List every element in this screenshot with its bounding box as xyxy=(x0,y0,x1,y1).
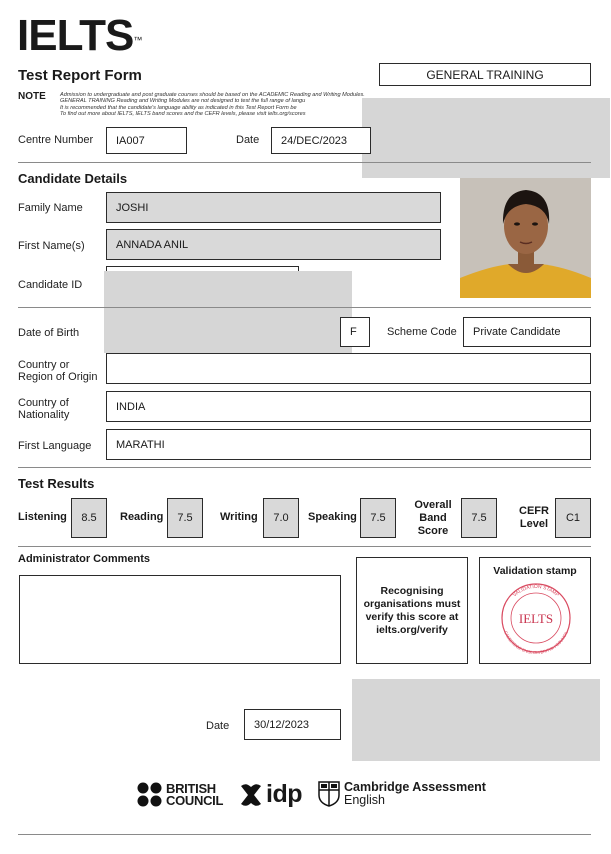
redacted-area-signature xyxy=(352,679,600,761)
verify-box xyxy=(356,557,468,664)
reading-label: Reading xyxy=(120,511,164,523)
family-name-label: Family Name xyxy=(18,202,83,214)
speaking-label: Speaking xyxy=(308,511,357,523)
module-value: GENERAL TRAINING xyxy=(426,67,544,82)
svg-text:CAMBRIDGE ENGLISH/BRITISH COUN xyxy=(503,630,569,655)
first-language-field: MARATHI xyxy=(106,429,591,460)
nationality-field: INDIA xyxy=(106,391,591,422)
candidate-details-title: Candidate Details xyxy=(18,171,128,186)
british-council-dots-icon xyxy=(137,782,163,808)
stamp-ring-bottom-text: CAMBRIDGE ENGLISH/BRITISH COUNCIL xyxy=(503,630,569,656)
sex-field: F xyxy=(340,317,370,347)
test-results-title: Test Results xyxy=(18,476,95,491)
cefr-level-label: CEFR Level xyxy=(519,505,549,530)
ielts-logo: IELTS™ xyxy=(17,11,142,60)
redacted-area-header xyxy=(362,98,610,178)
candidate-id-label: Candidate ID xyxy=(18,279,83,291)
listening-label: Listening xyxy=(18,511,67,523)
centre-number-field: IA007 xyxy=(106,127,187,154)
country-origin-label: Country or Region of Origin xyxy=(18,359,98,383)
writing-score: 7.0 xyxy=(263,498,299,538)
divider-footer xyxy=(18,834,591,835)
admin-comments-box xyxy=(19,575,341,664)
issue-date-label: Date xyxy=(206,720,230,732)
british-council-logo: BRITISH COUNCIL xyxy=(137,782,223,808)
divider-dob xyxy=(18,307,591,308)
issue-date-field: 30/12/2023 xyxy=(244,709,341,740)
cambridge-logo: Cambridge Assessment English xyxy=(318,781,486,807)
divider-results xyxy=(18,467,591,468)
scheme-code-field: Private Candidate xyxy=(463,317,591,347)
validation-stamp-box xyxy=(479,557,591,664)
stamp-center-text: IELTS xyxy=(518,611,554,626)
form-title: Test Report Form xyxy=(18,67,142,84)
dob-label: Date of Birth xyxy=(18,327,80,339)
country-origin-field xyxy=(106,353,591,384)
centre-number-label: Centre Number xyxy=(18,134,94,146)
idp-logo: idp xyxy=(238,780,302,809)
portrait-image xyxy=(460,178,591,298)
idp-mark-icon xyxy=(238,781,264,809)
first-language-label: First Language xyxy=(18,440,92,452)
nationality-label: Country of Nationality xyxy=(18,397,70,421)
test-date-label: Date xyxy=(236,134,260,146)
overall-band-label: Overall Band Score xyxy=(414,499,452,537)
writing-label: Writing xyxy=(220,511,258,523)
verify-text: Recognising organisations must verify this score at ielts.org/verify xyxy=(363,584,461,636)
listening-score: 8.5 xyxy=(71,498,107,538)
reading-score: 7.5 xyxy=(167,498,203,538)
stamp-ring-top-text: VALIDATION STAMP xyxy=(511,583,561,599)
divider-admin xyxy=(18,546,591,547)
redacted-area-id xyxy=(104,271,352,353)
scheme-code-label: Scheme Code xyxy=(387,326,457,338)
module-box xyxy=(379,63,591,86)
cefr-level-score: C1 xyxy=(555,498,591,538)
overall-band-score: 7.5 xyxy=(461,498,497,538)
note-text: Admission to undergraduate and post graduate courses should be based on the ACADEMIC Reading and Writing Modules. GENERAL TRAINING Reading and Writing Modules are not designed to test the full range of langu It is recommended that the candidate's language ability as indicated in this Test Report Form be To find out more about IELTS, IELTS band scores and the CEFR levels, please visit ielts.org/scores xyxy=(60,92,365,118)
first-names-field: ANNADA ANIL xyxy=(106,229,441,260)
cambridge-shield-icon xyxy=(318,781,340,807)
validation-stamp-seal xyxy=(480,580,592,660)
validation-stamp-label: Validation stamp xyxy=(493,565,577,577)
first-names-label: First Name(s) xyxy=(18,240,85,252)
family-name-field: JOSHI xyxy=(106,192,441,223)
candidate-photo xyxy=(460,178,591,298)
divider-candidate xyxy=(18,162,591,163)
note-label: NOTE xyxy=(18,91,46,102)
speaking-score: 7.5 xyxy=(360,498,396,538)
svg-text:VALIDATION STAMP xyxy=(512,584,561,599)
test-date-field: 24/DEC/2023 xyxy=(271,127,371,154)
admin-comments-label: Administrator Comments xyxy=(18,553,151,565)
